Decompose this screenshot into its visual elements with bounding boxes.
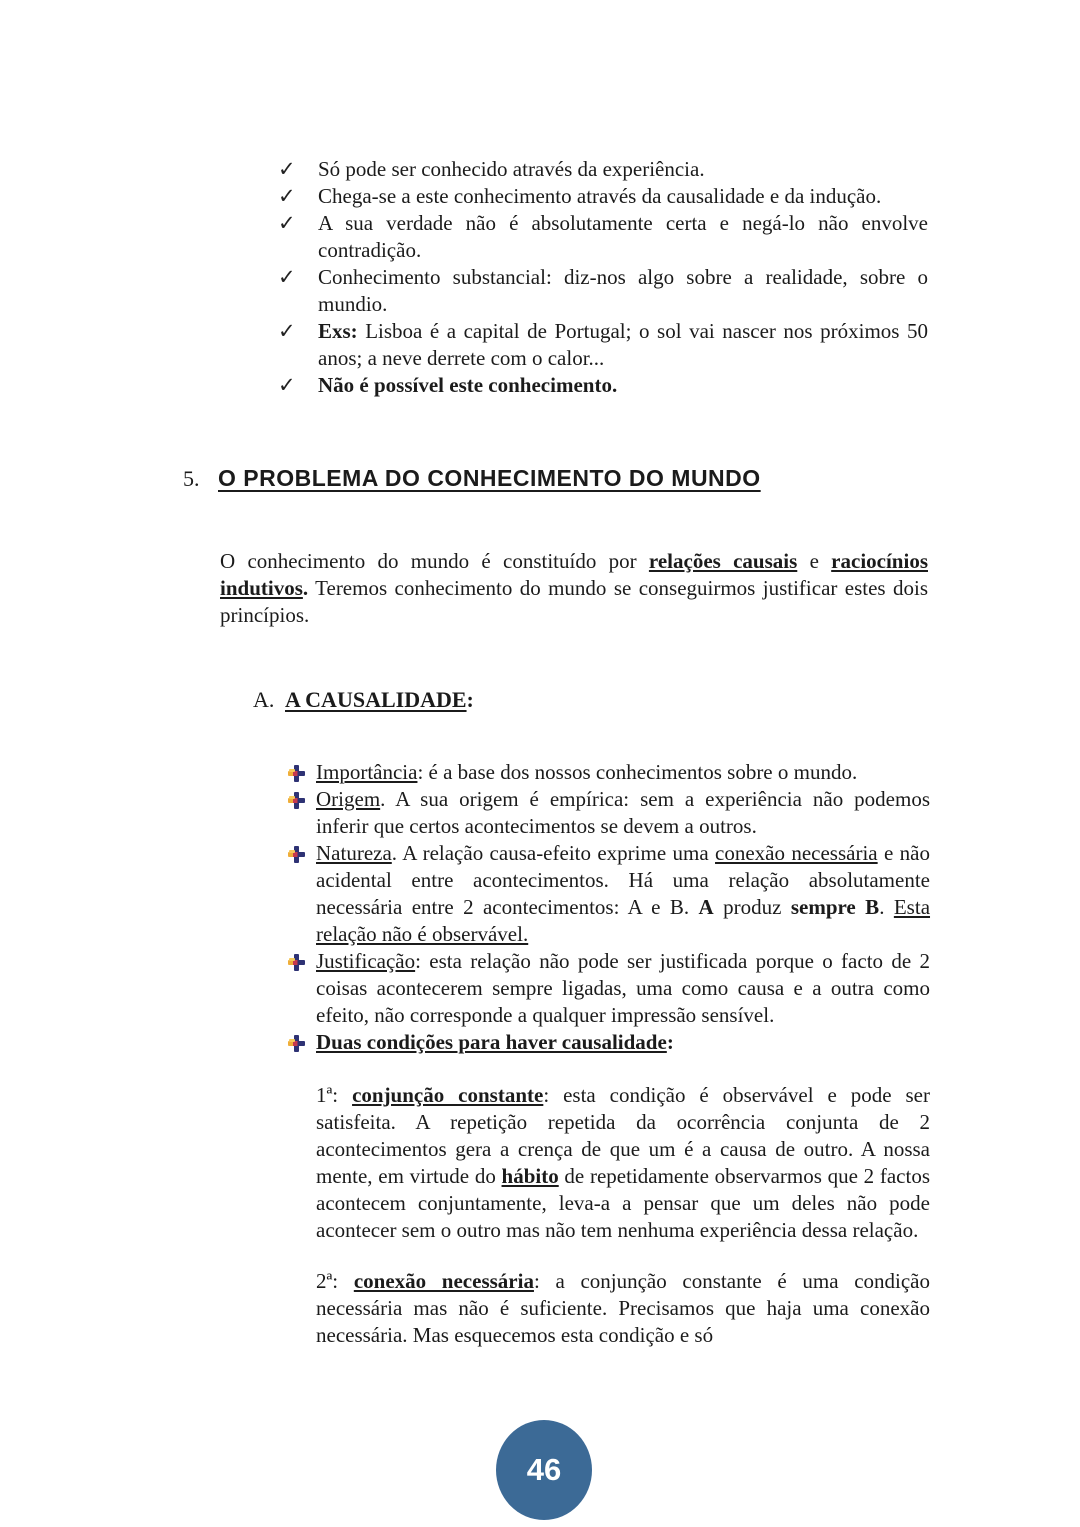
- check-item-text: Conhecimento substancial: diz-nos algo sobre a realidade, sobre o mundio.: [318, 265, 928, 316]
- checkmark-icon: ✓: [278, 373, 296, 397]
- check-item-text: Exs: Lisboa é a capital de Portugal; o sol vai nascer nos próximos 50 anos; a neve derrete com o calor...: [318, 319, 928, 370]
- bullet-item-text: Duas condições para haver causalidade:: [316, 1030, 674, 1054]
- bullet-item-text: Natureza. A relação causa-efeito exprime uma conexão necessária e não acidental entre acontecimentos. Há uma relação absolutamente necessária entre 2 acontecimentos: A e B. A produz sempre B. Esta relação não é observável.: [316, 841, 931, 946]
- condition-paragraph-1: 1ª: conjunção constante: esta condição é observável e pode ser satisfeita. A repetição repetida da ocorrência conjunta de 2 acontecimentos gera a crença de que um é a causa de outro. A nossa mente, em virtude do hábito de repetidamente observarmos que 2 factos acontecem conjuntamente, leva-a a pensar que um deles não pode acontecer sem o outro mas não tem nenhuma experiência dessa relação.: [316, 1083, 930, 1242]
- checkmark-icon: ✓: [278, 157, 296, 181]
- check-list-item: [278, 372, 930, 399]
- check-item-text: Só pode ser conhecido através da experiência.: [318, 157, 705, 181]
- section-heading: [183, 465, 930, 492]
- checkmark-list: [183, 156, 930, 399]
- check-list-item: [278, 156, 930, 183]
- page-number-badge: [496, 1420, 592, 1520]
- plus-bullet-list: [183, 759, 930, 1056]
- plus-bullet-icon: [288, 1029, 316, 1052]
- subsection-colon: :: [466, 687, 474, 712]
- checkmark-icon: ✓: [278, 184, 296, 208]
- check-item-text: Chega-se a este conhecimento através da causalidade e da indução.: [318, 184, 882, 208]
- checkmark-icon: ✓: [278, 265, 296, 289]
- check-list-item: [278, 210, 930, 264]
- section-number: 5.: [183, 466, 200, 491]
- section-title: O PROBLEMA DO CONHECIMENTO DO MUNDO: [218, 465, 761, 491]
- check-item-text: A sua verdade não é absolutamente certa e negá-lo não envolve contradição.: [318, 211, 928, 262]
- bullet-item-text: Justificação: esta relação não pode ser justificada porque o facto de 2 coisas acontecerem sempre ligadas, uma como causa e a outra como efeito, não corresponde a qualquer impressão sensível.: [316, 949, 930, 1027]
- subsection-title: A CAUSALIDADE: [285, 687, 467, 712]
- check-item-text: Não é possível este conhecimento.: [318, 373, 618, 397]
- check-list-item: [278, 318, 930, 372]
- plus-bullet-icon: [288, 786, 316, 809]
- bullet-item-text: Importância: é a base dos nossos conhecimentos sobre o mundo.: [316, 760, 858, 784]
- checkmark-icon: ✓: [278, 211, 296, 235]
- plus-bullet-icon: [288, 759, 316, 782]
- page-number: 46: [526, 1452, 562, 1487]
- bullet-list-item: [288, 1029, 930, 1056]
- bullet-list-item: [288, 786, 930, 840]
- plus-bullet-icon: [288, 948, 316, 971]
- bullet-list-item: [288, 948, 930, 1029]
- plus-bullet-icon: [288, 840, 316, 863]
- condition-paragraph-2: 2ª: conexão necessária: a conjunção constante é uma condição necessária mas não é suficiente. Precisamos que haja uma conexão necessária. Mas esquecemos esta condição e só: [316, 1269, 931, 1347]
- checkmark-icon: ✓: [278, 319, 296, 343]
- subsection-heading: [253, 687, 930, 713]
- subsection-letter: A.: [253, 687, 275, 712]
- bullet-list-item: [288, 840, 930, 948]
- bullet-item-text: Origem. A sua origem é empírica: sem a experiência não podemos inferir que certos acontecimentos se devem a outros.: [316, 787, 930, 838]
- intro-paragraph: O conhecimento do mundo é constituído por relações causais e raciocínios indutivos. Teremos conhecimento do mundo se conseguirmos justificar estes dois princípios.: [220, 549, 928, 627]
- bullet-list-item: [288, 759, 930, 786]
- check-list-item: [278, 183, 930, 210]
- check-list-item: [278, 264, 930, 318]
